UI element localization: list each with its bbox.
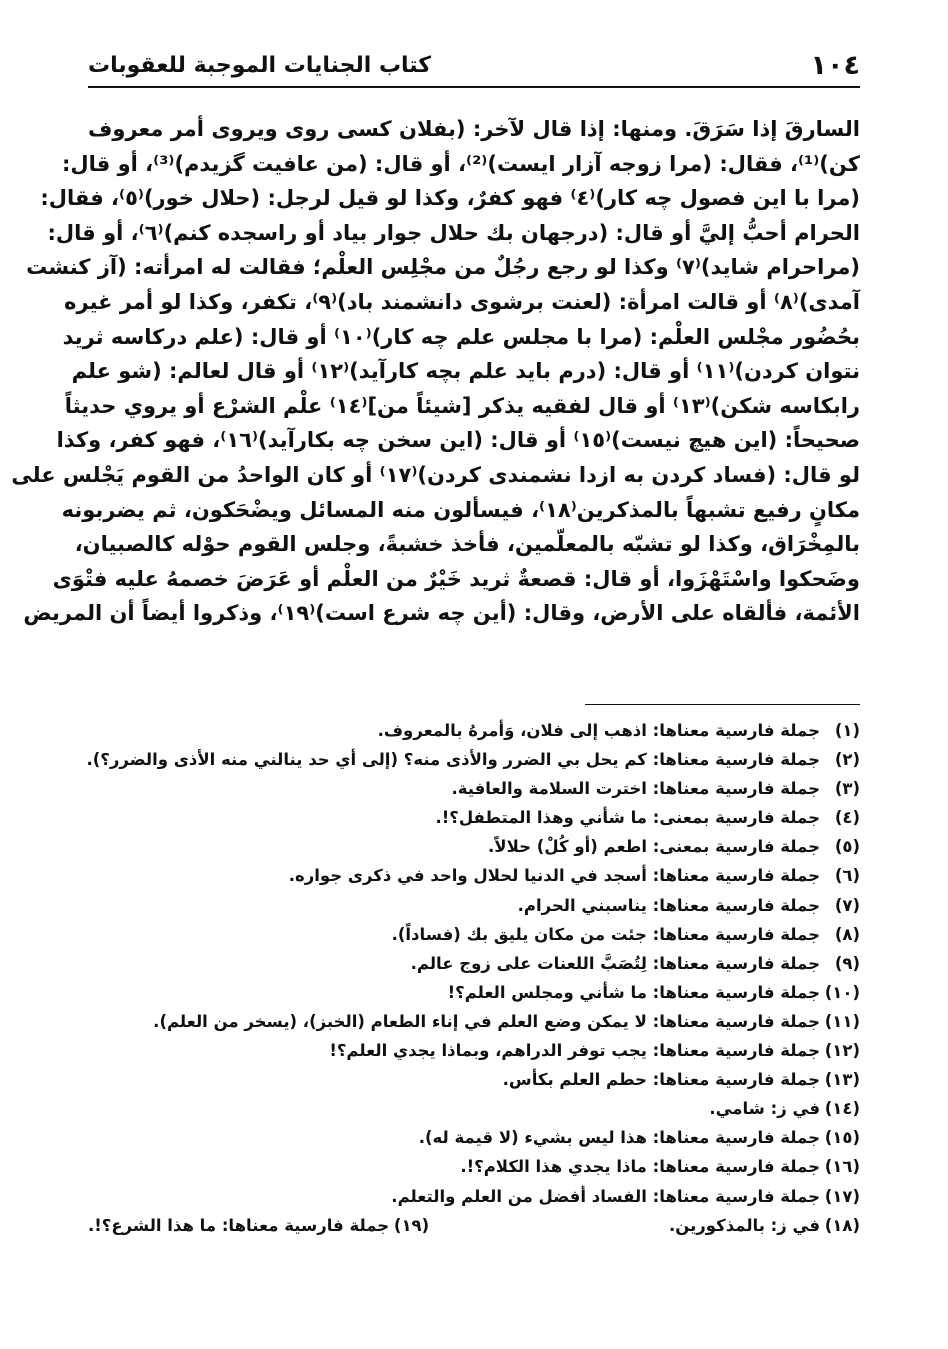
body-line: السارقَ إذا سَرَقَ. ومنها: إذا قال لآخر: (بفلان كسى روى ويروى أمر معروف [88, 117, 860, 141]
footnote-text: جملة فارسية معناها: اذهب إلى فلان، وَأمرهُ بالمعروف. [377, 721, 820, 740]
footnote [88, 803, 860, 832]
footnote-separator [585, 704, 860, 705]
footnote [88, 1211, 429, 1240]
footnote [88, 891, 860, 920]
footnote-text: جملة فارسية معناها: كم يحل بي الضرر والأذى منه؟ (إلى أي حد ينالني منه الأذى والضرر؟). [86, 750, 820, 770]
running-title: كتاب الجنايات الموجبة للعقوبات [88, 52, 432, 78]
footnote-number: (١٥) [824, 1128, 860, 1148]
footnote-text: جملة فارسية معناها: الفساد أفضل من العلم والتعلم. [391, 1186, 820, 1206]
footnote-number: (١٩) [393, 1215, 430, 1235]
body-line: رابكاسه شكن)⁽١٣⁾ أو قال لفقيه يذكر [شيئاً من]⁽١٤⁾ علْم الشرْع أو يروي حديثاً [64, 393, 860, 418]
footnote-number: (٤) [834, 808, 860, 828]
footnote-text: جملة فارسية معناها: أسجد في الدنيا لحلال واحد في ذكرى جواره. [288, 866, 820, 886]
footnote [88, 1007, 860, 1036]
footnote-text: جملة فارسية معناها: هذا ليس بشيء (لا قيمة له). [418, 1128, 820, 1148]
footnote-number: (١٦) [824, 1157, 860, 1177]
page-number: ١٠٤ [810, 49, 860, 81]
body-line: (مرا با اين فصول چه كار)⁽٤⁾ فهو كفرٌ، وكذا لو قيل لرجل: (حلال خور)⁽٥⁾، فقال: [40, 186, 860, 211]
footnote [88, 1036, 860, 1065]
footnote-text: جملة فارسية معناها: ما شأني ومجلس العلم؟! [447, 982, 820, 1002]
body-line: الأئمة، فألقاه على الأرض، وقال: (أين چه شرع است)⁽١٩⁾، وذكروا أيضاً أن المريض [23, 601, 860, 626]
footnote [88, 1094, 860, 1123]
footnote-number: (١٧) [824, 1186, 860, 1206]
footnote [88, 1182, 860, 1211]
body-line: وضَحكوا واسْتَهْزَوا، أو قال: قصعةٌ ثريد خَيْرٌ من العلْم أو عَرَضَ خصمهُ عليه فتْوَى [52, 566, 860, 591]
footnote-number: (١١) [824, 1011, 860, 1031]
footnote-number: (١٠) [824, 982, 860, 1002]
footnote [88, 1065, 860, 1094]
body-line: بالمِخْرَاق، وكذا لو تشبّه بالمعلّمين، فأخذ خشبةً، وجلس القوم حوْله كالصبيان، [74, 532, 860, 557]
footnote [88, 1123, 860, 1152]
body-line: (مراحرام شايد)⁽٧⁾ وكذا لو رجع رجُلٌ من مجْلِس العلْم؛ فقالت له امرأته: (آز كنشت [26, 255, 860, 280]
footnote-number: (٢) [834, 750, 860, 770]
footnote-text: في ز: شامي. [709, 1099, 820, 1119]
footnote-number: (١) [834, 721, 860, 740]
body-line: الحرام أحبُّ إليَّ أو قال: (درجهان بك حلال جوار بياد أو راسجده كنم)⁽٦⁾، أو قال: [47, 220, 860, 245]
footnote-text: في ز: بالمذكورين. [668, 1215, 820, 1235]
body-line: صحيحاً: (اين هيچ نيست)⁽١٥⁾ أو قال: (اين سخن چه بكارآيد)⁽١٦⁾، فهو كفر، وكذا [56, 428, 860, 453]
body-line: نتوان كردن)⁽١١⁾ أو قال: (درم بايد علم بچه كارآيد)⁽١٢⁾ أو قال لعالم: (شو علم [71, 359, 860, 384]
footnote [669, 1211, 860, 1240]
footnote-text: جملة فارسية معناها: اخترت السلامة والعافية. [451, 779, 820, 799]
page-header [88, 44, 860, 88]
footnote-number: (٧) [834, 895, 860, 915]
footnote-number: (٥) [834, 837, 860, 857]
footnote-text: جملة فارسية معناها: لِتُصَبَّ اللعنات على زوج عالم. [410, 953, 820, 973]
footnote-text: جملة فارسية معناها: جئت من مكان يليق بك (فساداً). [391, 924, 820, 944]
footnote [88, 774, 860, 803]
footnote-number: (١٤) [824, 1099, 860, 1119]
footnote-text: جملة فارسية معناها: حطم العلم بكأس. [502, 1070, 820, 1090]
body-line: آمدى)⁽٨⁾ أو قالت امرأة: (لعنت برشوى دانشمند باد)⁽٩⁾، تكفر، وكذا لو أمر غيره [64, 289, 860, 314]
body-line: مكانٍ رفيع تشبهاً بالمذكرين⁽١٨⁾، فيسألون منه المسائل ويضْحَكون، ثم يضربونه [61, 497, 860, 522]
footnote-number: (٣) [834, 779, 860, 799]
footnote [88, 978, 860, 1007]
footnote-text: جملة فارسية بمعنى: اطعم (أو كُلْ) حلالاً. [488, 837, 820, 857]
footnote-text: جملة فارسية معناها: ماذا يجدي هذا الكلام؟!. [460, 1157, 820, 1177]
footnote-number: (٦) [834, 866, 860, 886]
footnote-text: جملة فارسية معناها: ما هذا الشرع؟!. [88, 1215, 390, 1235]
footnote [88, 716, 860, 745]
body-line: لو قال: (فساد كردن به ازدا نشمندى كردن)⁽١٧⁾ أو كان الواحدُ من القوم يَجْلس على [11, 462, 860, 487]
footnote-number: (٩) [834, 953, 860, 973]
footnote-text: جملة فارسية معناها: يناسبني الحرام. [517, 895, 820, 915]
footnote-text: جملة فارسية بمعنى: ما شأني وهذا المتطفل؟!. [435, 808, 820, 828]
footnote-number: (٨) [834, 924, 860, 944]
footnote [88, 949, 860, 978]
footnote-number: (١٢) [824, 1041, 860, 1061]
footnote [88, 861, 860, 890]
footnote-number: (١٣) [824, 1070, 860, 1090]
footnotes [88, 716, 860, 1240]
footnote-text: جملة فارسية معناها: يجب توفر الدراهم، وبماذا يجدي العلم؟! [329, 1041, 820, 1061]
footnote [88, 832, 860, 861]
body-line: كن)⁽¹⁾، فقال: (مرا زوجه آزار ايست)⁽²⁾، أو قال: (من عافيت گزيدم)⁽³⁾، أو قال: [62, 151, 860, 176]
footnote [88, 920, 860, 949]
footnote-number: (١٨) [824, 1215, 860, 1235]
body-line: بحُضُور مجْلس العلْم: (مرا با مجلس علم چه كار)⁽١٠⁾ أو قال: (علم دركاسه ثريد [62, 324, 860, 349]
main-text [11, 112, 860, 631]
footnote [88, 1152, 860, 1181]
footnote-text: جملة فارسية معناها: لا يمكن وضع العلم في إناء الطعام (الخبز)، (يسخر من العلم). [153, 1011, 820, 1031]
footnote [88, 745, 860, 774]
footnote-row-last [88, 1211, 860, 1240]
